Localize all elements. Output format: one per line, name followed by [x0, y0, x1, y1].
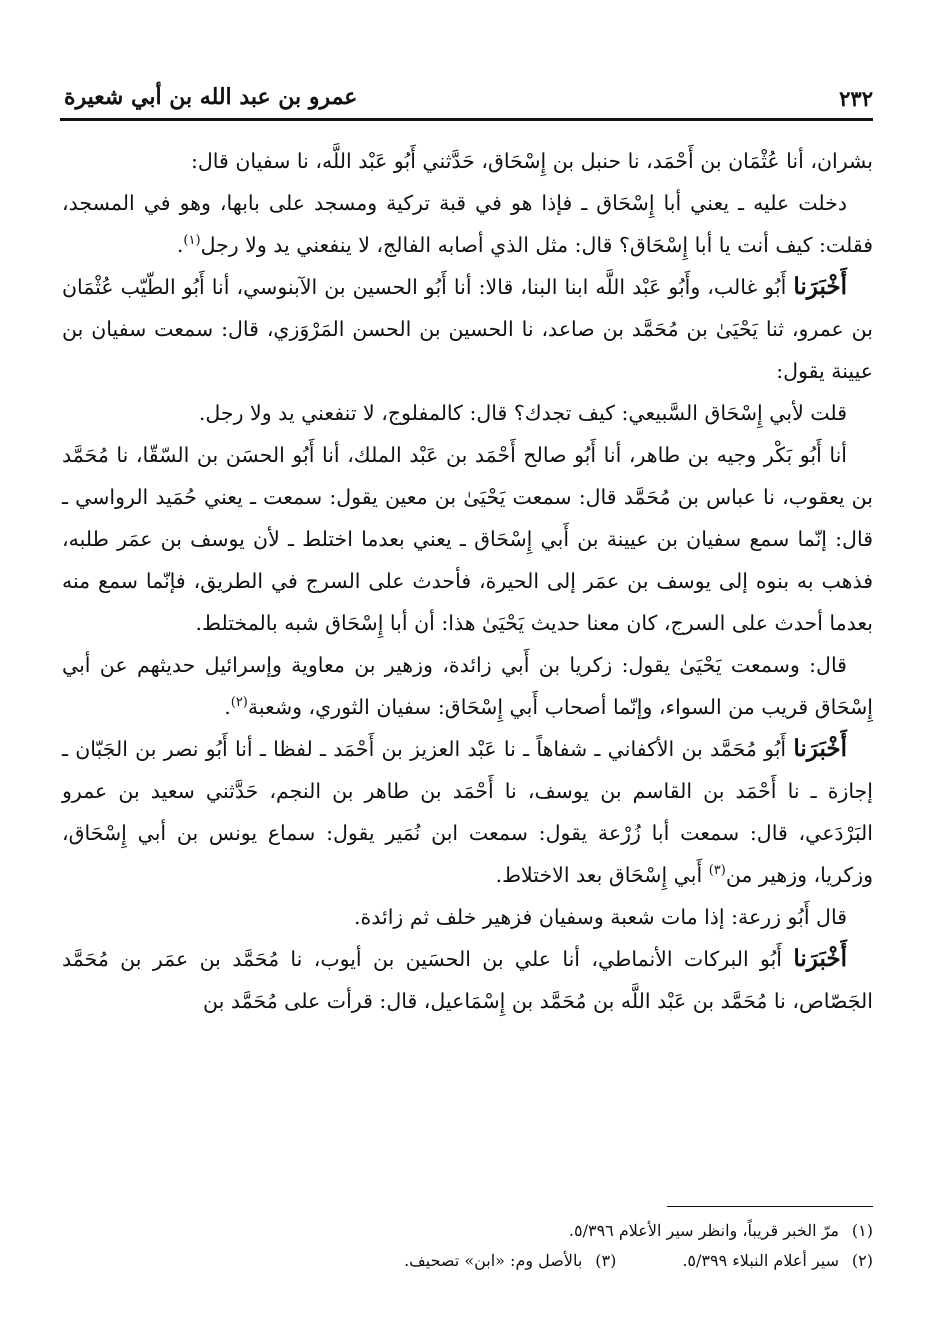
footnote-text: بالأصل وم: «ابن» تصحيف. — [404, 1251, 583, 1270]
footnote-ref-2: (٢) — [230, 695, 248, 711]
footnote-rule — [667, 1206, 873, 1207]
akhbarana-lead: أَخْبَرَنا — [793, 945, 847, 972]
page-number: ٢٣٢ — [839, 86, 873, 111]
footnote-text: مرّ الخبر قريباً، وانظر سير الأعلام ٥/٣٩٦. — [568, 1221, 839, 1240]
footnotes — [62, 1216, 873, 1276]
paragraph-3: أَخْبَرَنا أَبُو غالب، وأَبُو عَبْد اللَّه ابنا البنا، قالا: أنا أَبُو الحسين بن الآبنوسي، أنا أَبُو الطّيّب عُثْمَان بن عمرو، ثنا يَحْيَىٰ بن مُحَمَّد بن صاعد، نا الحسين بن الحسن المَرْوَزي، قال: سمعت سفيان بن عيينة يقول: — [62, 273, 873, 383]
running-title: عمرو بن عبد الله بن أبي شعيرة — [64, 84, 358, 110]
paragraph-9: أَخْبَرَنا أَبُو البركات الأنماطي، أنا علي بن الحسَين بن أيوب، نا مُحَمَّد بن عمَر بن مُحَمَّد الجَصّاص، نا مُحَمَّد بن عَبْد اللَّه بن مُحَمَّد بن إِسْمَاعيل، قال: قرأت على مُحَمَّد بن — [62, 945, 873, 1013]
footnote-number: (١) — [851, 1221, 873, 1240]
paragraph-8: قال أَبُو زرعة: إذا مات شعبة وسفيان فزهير خلف ثم زائدة. — [353, 905, 847, 929]
footnote-2-3 — [62, 1246, 873, 1276]
footnote-ref-3: (٣) — [708, 863, 726, 879]
paragraph-7: أَخْبَرَنا أَبُو مُحَمَّد بن الأكفاني ـ شفاهاً ـ نا عَبْد العزيز بن أَحْمَد ـ لفظا ـ أنا أَبُو نصر بن الجَبّان ـ إجازة ـ نا أَحْمَد بن القاسم بن يوسف، نا أَحْمَد بن طاهر بن النجم، حَدَّثني سعيد بن عمرو البَرْدَعي، قال: سمعت أبا زُرْعة يقول: سمعت ابن نُمَير يقول: سماع يونس بن أبي إِسْحَاق، وزكريا، وزهير من$^{(٣)}$ أَبي إِسْحَاق بعد الاختلاط. — [62, 735, 873, 887]
paragraph-4: قلت لأبي إِسْحَاق السَّبيعي: كيف تجدك؟ قال: كالمفلوج، لا تنفعني يد ولا رجل. — [198, 401, 847, 425]
paragraph-6: قال: وسمعت يَحْيَىٰ يقول: زكريا بن أَبي زائدة، وزهير بن معاوية وإسرائيل حديثهم عن أبي إِسْحَاق قريب من السواء، وإنّما أصحاب أَبي إِسْحَاق: سفيان الثوري، وشعبة$^{(٢)}$. — [62, 653, 873, 719]
main-text — [62, 140, 873, 1022]
paragraph-1: بشران، أنا عُثْمَان بن أَحْمَد، نا حنبل بن إِسْحَاق، حَدَّثني أَبُو عَبْد اللَّه، نا سفيان قال: — [191, 149, 873, 173]
akhbarana-lead: أَخْبَرَنا — [793, 273, 847, 300]
footnote-number: (٢) — [851, 1251, 873, 1270]
page-header — [64, 82, 873, 118]
footnote-text: سير أعلام النبلاء ٥/٣٩٩. — [682, 1251, 839, 1270]
footnote-number: (٣) — [595, 1251, 617, 1270]
paragraph-2: دخلت عليه ـ يعني أبا إِسْحَاق ـ فإذا هو في قبة تركية ومسجد على بابها، وهو في المسجد، فقلت: كيف أنت يا أبا إِسْحَاق؟ قال: مثل الذي أصابه الفالج، لا ينفعني يد ولا رجل$^{(١)}$. — [62, 191, 873, 257]
footnote-ref-1: (١) — [183, 233, 201, 249]
akhbarana-lead: أَخْبَرَنا — [793, 735, 847, 762]
header-rule — [60, 118, 873, 121]
paragraph-5: أنا أَبُو بَكْر وجيه بن طاهر، أنا أَبُو صالح أَحْمَد بن عَبْد الملك، أنا أَبُو الحسَن بن السّقّا، نا مُحَمَّد بن يعقوب، نا عباس بن مُحَمَّد قال: سمعت يَحْيَىٰ بن معين يقول: سمعت ـ يعني حُمَيد الرواسي ـ قال: إنّما سمع سفيان بن عيينة بن أَبي إِسْحَاق ـ يعني بعدما اختلط ـ لأن يوسف بن عمَر طلبه، فذهب به بنوه إلى يوسف بن عمَر إلى الحيرة، فأحدث على السرج في الطريق، فإنّما سمع منه بعدما أحدث على السرج، كان معنا حديث يَحْيَىٰ هذا: أن أبا إِسْحَاق شبه بالمختلط. — [62, 443, 873, 635]
footnote-1 — [62, 1216, 873, 1246]
